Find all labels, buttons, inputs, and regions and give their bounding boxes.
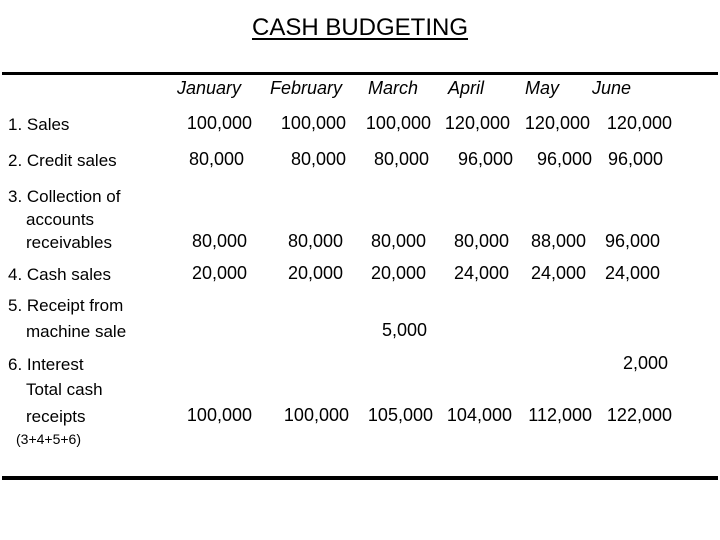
credit-jun: 96,000 [607,149,663,169]
label-collection-line3: receivables [26,233,112,252]
sales-apr: 120,000 [444,113,510,133]
total-apr: 104,000 [446,405,512,425]
header-june: June [592,78,632,98]
cash-sales-feb: 20,000 [287,263,343,283]
header-january: January [177,78,242,98]
header-may: May [525,78,560,98]
collection-apr: 80,000 [453,231,509,251]
sales-feb: 100,000 [280,113,346,133]
header-april: April [448,78,485,98]
label-machine-sale-line2: machine sale [26,322,127,341]
label-collection [8,185,120,254]
label-collection-line2: accounts [26,210,95,229]
sales-jun: 120,000 [606,113,672,133]
header-february: February [270,78,343,98]
total-jan: 100,000 [186,405,252,425]
cash-sales-jan: 20,000 [191,263,247,283]
top-divider [2,72,718,75]
collection-jun: 96,000 [604,231,660,251]
credit-mar: 80,000 [373,149,429,169]
label-credit-sales: 2. Credit sales [8,151,117,170]
label-machine-sale [8,294,126,343]
total-jun: 122,000 [606,405,672,425]
interest-jun: 2,000 [622,353,668,373]
label-sales: 1. Sales [8,115,70,134]
sales-mar: 100,000 [365,113,431,133]
cash-sales-apr: 24,000 [453,263,509,283]
sales-may: 120,000 [524,113,590,133]
total-mar: 105,000 [367,405,433,425]
bottom-divider [2,476,718,480]
label-total [8,378,103,451]
collection-may: 88,000 [530,231,586,251]
collection-mar: 80,000 [370,231,426,251]
collection-feb: 80,000 [287,231,343,251]
credit-feb: 80,000 [290,149,346,169]
label-collection-line1: 3. Collection of [8,187,121,206]
total-feb: 100,000 [283,405,349,425]
credit-jan: 80,000 [188,149,244,169]
label-total-line1: Total cash [26,380,103,399]
total-may: 112,000 [528,405,592,425]
label-total-line3: (3+4+5+6) [16,431,81,447]
page-title: CASH BUDGETING [251,14,469,41]
label-interest: 6. Interest [8,355,84,374]
cash-sales-may: 24,000 [530,263,586,283]
credit-apr: 96,000 [457,149,513,169]
label-cash-sales: 4. Cash sales [8,265,111,284]
cash-sales-mar: 20,000 [370,263,426,283]
collection-jan: 80,000 [191,231,247,251]
label-total-line2: receipts [26,407,86,426]
header-march: March [368,78,419,98]
cash-sales-jun: 24,000 [604,263,660,283]
credit-may: 96,000 [536,149,592,169]
label-machine-sale-line1: 5. Receipt from [8,296,124,315]
machine-sale-mar: 5,000 [381,320,427,340]
sales-jan: 100,000 [186,113,252,133]
